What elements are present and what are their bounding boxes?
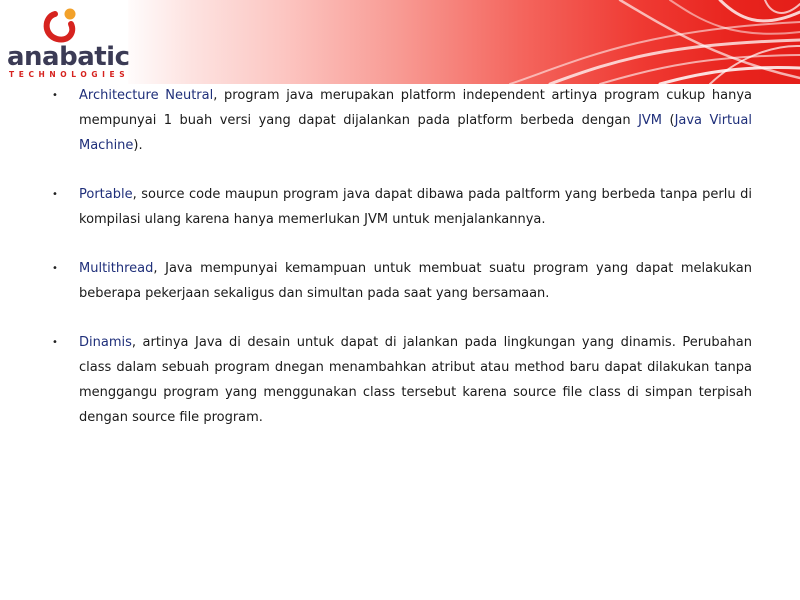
term: JVM (638, 113, 663, 128)
logo (0, 0, 128, 84)
text: ( (662, 113, 675, 128)
text: ). (133, 138, 143, 153)
header-banner (0, 0, 800, 84)
text: , Java mempunyai kemampuan untuk membuat suatu program yang dapat melakukan beberapa pekerjaan sekaligus dan simultan pada saat yang bersamaan. (79, 261, 752, 301)
term: Multithread (79, 261, 154, 276)
logo-wordmark: anabatic (7, 42, 130, 72)
paragraph (79, 83, 752, 158)
text: , artinya Java di desain untuk dapat di jalankan pada lingkungan yang dinamis. Perubahan class dalam sebuah program dnegan menambahkan atribut atau method baru dapat dilakukan tanpa menggangu program yang menggunakan class tersebut karena source file class di simpan terpisah dengan source file program. (79, 335, 752, 425)
decorative-swirl-icon (470, 0, 800, 84)
list-item (48, 182, 752, 232)
text: , source code maupun program java dapat dibawa pada paltform yang berbeda tanpa perlu di kompilasi ulang karena hanya memerlukan JVM untuk menjalankannya. (79, 187, 752, 227)
paragraph (79, 182, 752, 232)
bullet-icon: • (52, 263, 58, 274)
list-item (48, 83, 752, 158)
list-item (48, 330, 752, 430)
logo-tagline: TECHNOLOGIES (9, 70, 130, 79)
paragraph (79, 330, 752, 430)
term: Architecture Neutral (79, 88, 214, 103)
bullet-icon: • (52, 189, 58, 200)
bullet-icon: • (52, 90, 58, 101)
paragraph (79, 256, 752, 306)
bullet-icon: • (52, 337, 58, 348)
bullet-list (48, 83, 752, 454)
list-item (48, 256, 752, 306)
text: , program java merupakan platform independent artinya program cukup hanya mempunyai 1 buah versi yang dapat dijalankan pada platform berbeda dengan (79, 88, 752, 128)
term: Java Virtual Machine (79, 113, 752, 153)
term: Portable (79, 187, 133, 202)
term: Dinamis (79, 335, 132, 350)
